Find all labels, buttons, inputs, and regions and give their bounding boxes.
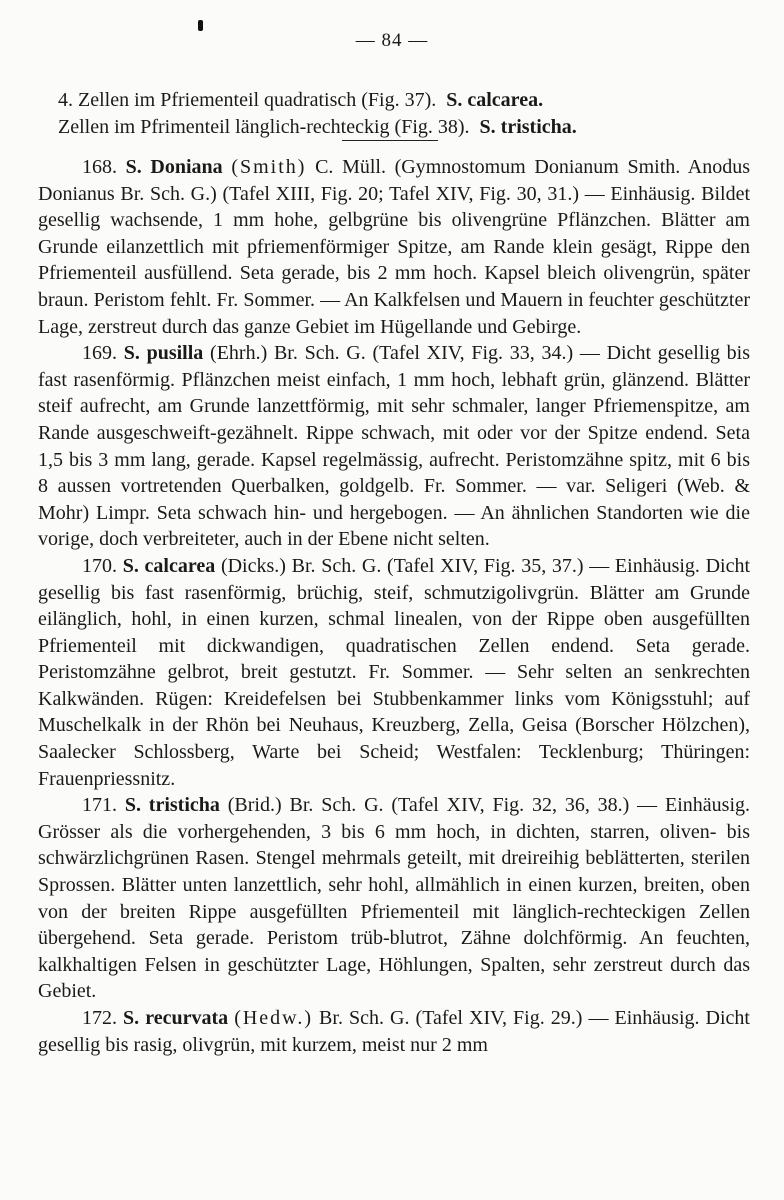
species-name: S. pusilla [123,342,204,365]
key-target-1: S. calcarea. [446,89,544,111]
entry-text: Br. Sch. G. (Tafel XIV, Fig. 33, 34.) — Dicht gesellig bis fast rasenförmig. Pflänzchen meist einfach, 1 mm hoch, lebhaft grün, glänzend. Blätter steif aufrecht, am Grunde lanzettförmig, mit sehr schmaler, langer Pfriemenspitze, am Rande ausgeschweift-gezähnelt. Rippe schwach, mit oder vor der Spitze endend. Seta 1,5 bis 3 mm lang, gerade. Kapsel regelmässig, aufrecht. Peristomzähne spitz, mit 6 bis 8 aussen vortretenden Querbalken, goldgelb. Fr. Sommer. — var. Seligeri (Web. & Mohr) Limpr. Seta schwach hin- und hergebogen. — An ähnlichen Standorten wie die vorige, doch verbreiteter, auch in der Ebene nicht selten. [38,342,751,551]
entry-number: 169. [82,342,117,365]
key-line-2 [58,113,577,141]
entry-168 [38,154,750,340]
key-line-1 [58,86,543,114]
species-author: (Smith) [231,156,307,178]
species-name: S. calcarea [122,554,216,577]
entry-number: 168. [82,156,117,178]
entry-text: C. Müll. (Gymnostomum Donianum Smith. Anodus Donianus Br. Sch. G.) (Tafel XIII, Fig. 20; Tafel XIV, Fig. 30, 31.) — Einhäusig. Bildet gesellig wachsende, 1 mm hohe, gelbgrüne bis olivengrüne Pflänzchen. Blätter am Grunde eilanzettlich mit pfriemenförmiger Spitze, am Rande klein gesägt, Rippe den Pfriementeil ausfüllend. Seta gerade, bis 2 mm hoch. Kapsel bleich olivengrün, später braun. Peristom fehlt. Fr. Sommer. — An Kalkfelsen und Mauern in feuchter geschützter Lage, zerstreut durch das ganze Gebiet im Hügellande und Gebirge. [38,156,751,338]
species-name: S. recurvata [123,1007,229,1029]
entry-number: 171. [82,794,117,817]
entry-171 [38,792,750,1005]
entry-170 [38,553,750,792]
entry-text: Br. Sch. G. (Tafel XIV, Fig. 35, 37.) — Einhäusig. Dicht gesellig bis fast rasenförmig, brüchig, steif, schmutzigolivgrün. Blätter am Grunde eilänglich, hohl, in einen kurzen, schmal linealen, von der Rippe oben ausgefüllten Pfriementeil mit dickwandigen, quadratischen Zellen endend. Seta gerade. Peristomzähne gelbrot, breit gestutzt. Fr. Sommer. — Sehr selten an senkrechten Kalkwänden. Rügen: Kreidefelsen bei Stubbenkammer links vom Königsstuhl; auf Muschelkalk in der Rhön bei Neuhaus, Kreuzberg, Zella, Geisa (Borscher Hölzchen), Saalecker Schlossberg, Warte bei Scheid; Westfalen: Tecklenburg; Thüringen: Frauenpriessnitz. [38,554,751,790]
species-author: (Brid.) [227,794,282,817]
key-text-1: 4. Zellen im Pfriementeil quadratisch (Fig. 37). [58,89,437,111]
species-name: S. Doniana [125,156,223,178]
key-text-2: Zellen im Pfrimenteil länglich-rechteckig (Fig. 38). [58,116,470,138]
entry-text: Br. Sch. G. (Tafel XIV, Fig. 29.) — Einhäusig. Dicht gesellig bis rasig, olivgrün, mit kurzem, meist nur 2 mm [38,1007,750,1056]
entry-text: Br. Sch. G. (Tafel XIV, Fig. 32, 36, 38.) — Einhäusig. Grösser als die vorhergehenden, 3 bis 6 mm hoch, in dichten, starren, oliven- bis schwärzlichgrünen Rasen. Stengel mehrmals geteilt, mit dreireihig beblätterten, sterilen Sprossen. Blätter unten lanzettlich, sehr hohl, allmählich in einen kurzen, breiten, oben von der breiten Rippe ausgefüllten Pfriementeil mit länglich-rechteckigen Zellen übergehend. Seta gerade. Peristom trüb-blutrot, Zähne dolchförmig. An feuchten, kalkhaltigen Felsen in geschützter Lage, Höhlungen, Spalten, sehr zerstreut durch das Gebiet. [38,794,750,1003]
section-divider [342,140,438,141]
page-number: — 84 — [355,30,429,51]
species-author: (Hedw.) [234,1007,313,1029]
entry-number: 172. [82,1007,117,1029]
species-author: (Dicks.) [220,554,286,577]
species-name: S. tristicha [124,794,220,817]
species-entries [38,154,750,1058]
entry-169 [38,340,750,553]
species-author: (Ehrh.) [210,342,268,365]
entry-172 [38,1005,750,1058]
entry-number: 170. [82,554,117,577]
key-target-2: S. tristicha. [479,116,577,138]
